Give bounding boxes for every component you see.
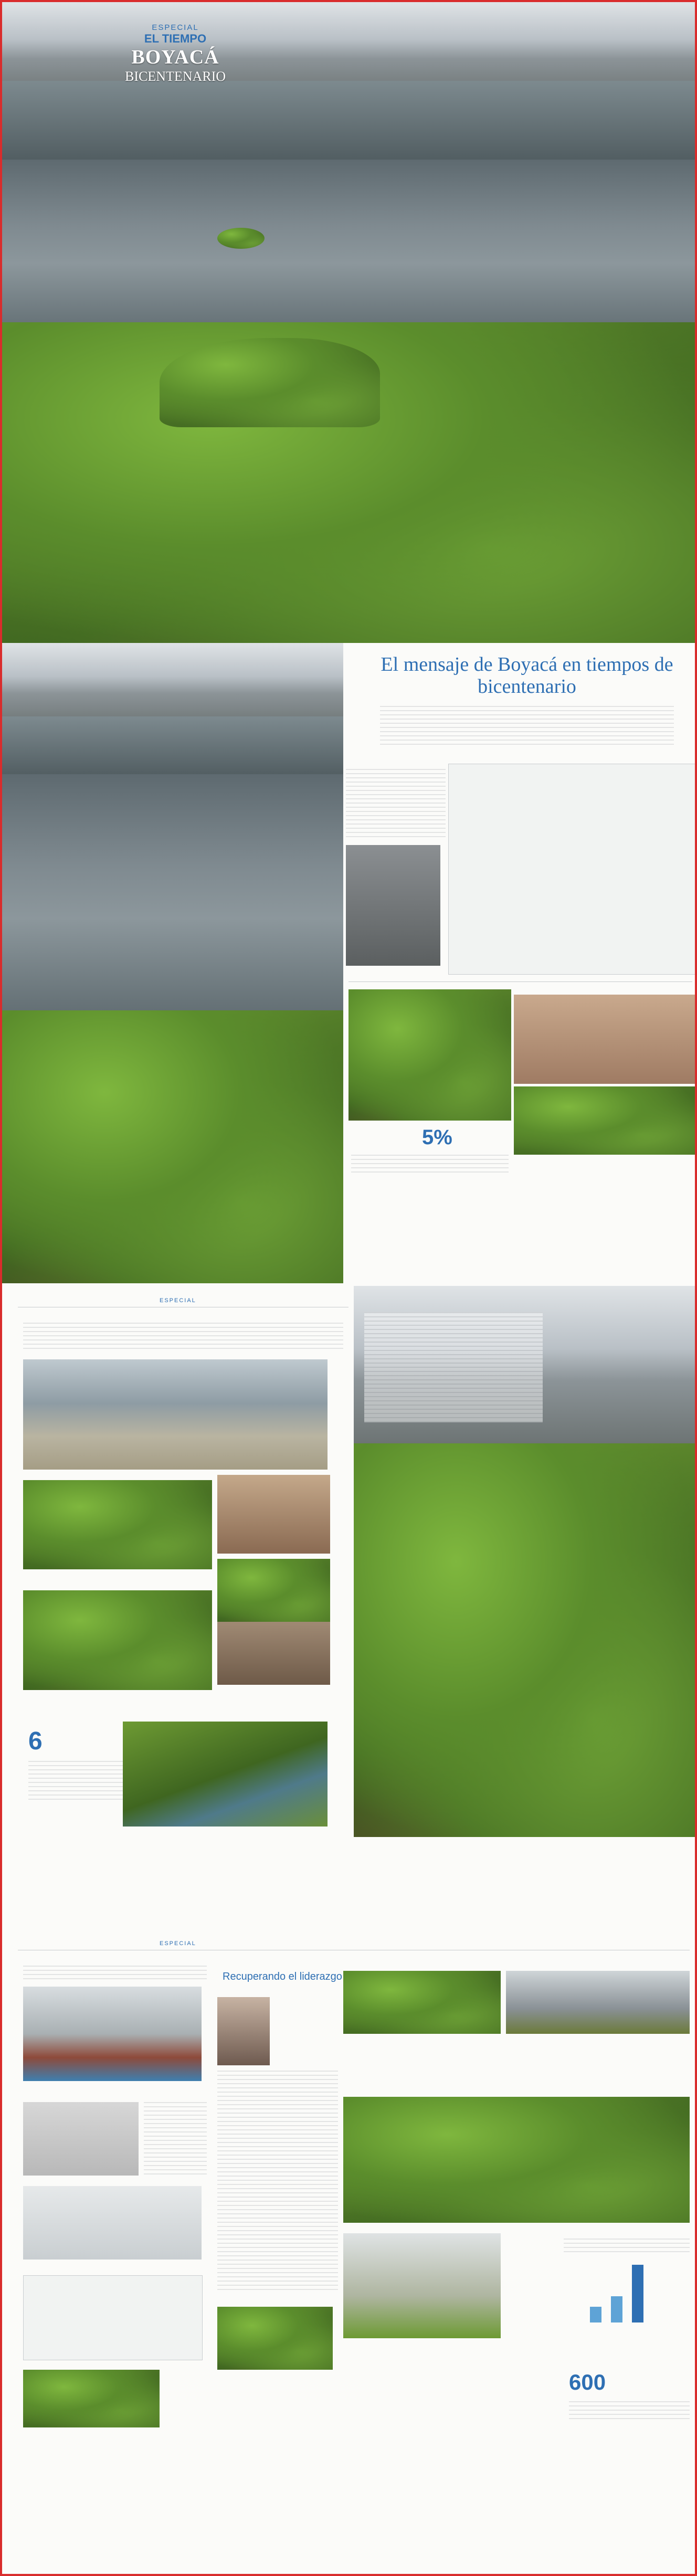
p3-photo-2 xyxy=(23,1480,212,1569)
cover-subtitle: BICENTENARIO xyxy=(124,69,226,84)
p3-text-box xyxy=(364,1312,543,1422)
p2-stat-text xyxy=(351,1155,509,1176)
p3-kicker: ESPECIAL xyxy=(160,1297,196,1304)
p2-fields xyxy=(2,1010,343,1283)
p4-photo-school xyxy=(23,1987,202,2081)
p4-feature-title: Recuperando el liderazgo xyxy=(223,1971,342,1982)
p3-photo-5 xyxy=(23,1590,212,1690)
p2-rail-photo xyxy=(346,845,440,966)
p3-photo-lake xyxy=(123,1722,328,1827)
p4-photo-building xyxy=(343,2233,501,2338)
p3-right-fields xyxy=(354,1443,695,1837)
p2-stat-value: 5% xyxy=(422,1126,452,1149)
cover-title: BOYACÁ xyxy=(131,46,219,68)
p4-photo-kids xyxy=(23,2102,139,2176)
p4-photo-road xyxy=(343,1971,501,2034)
p4-col1-intro xyxy=(23,1966,207,1981)
p4-photo-highway xyxy=(506,1971,690,2034)
p3-stat-text xyxy=(28,1761,123,1803)
p3-photo-6 xyxy=(217,1622,330,1685)
p2-headline: El mensaje de Boyacá en tiempos de bicentenario xyxy=(381,653,673,698)
page-2 xyxy=(0,643,697,1286)
cover-lake xyxy=(2,160,695,349)
p4-portrait xyxy=(217,1997,270,2065)
p4-big-number: 600 xyxy=(569,2370,606,2394)
peninsula xyxy=(160,338,380,427)
p3-photo-4 xyxy=(217,1559,330,1622)
p4-kicker: ESPECIAL xyxy=(160,1940,196,1947)
p2-lake xyxy=(2,774,343,1037)
p4-big-number-text xyxy=(569,2401,690,2422)
p2-sky xyxy=(2,643,343,727)
p4-photo-campus xyxy=(343,2097,690,2223)
p4-bar-2 xyxy=(611,2296,622,2322)
p3-main-photo xyxy=(23,1359,328,1470)
cover-kicker: ESPECIAL xyxy=(152,23,199,32)
cover-brand: EL TIEMPO xyxy=(144,32,207,45)
p4-photo-crops xyxy=(23,2370,160,2427)
p4-chart-title xyxy=(564,2239,690,2254)
island xyxy=(217,228,265,249)
p2-divider xyxy=(348,981,692,982)
p2-photo-crowd xyxy=(514,1086,695,1155)
p3-intro-text xyxy=(23,1323,343,1349)
p4-bar-3 xyxy=(632,2265,643,2322)
p4-photo-bus xyxy=(23,2186,202,2260)
p4-feature-text xyxy=(217,2071,338,2291)
cover-header xyxy=(104,23,246,85)
p2-photo-group xyxy=(514,995,695,1084)
p2-mountains xyxy=(2,716,343,779)
p2-sidebar-text xyxy=(346,769,446,837)
p4-map-chart xyxy=(23,2275,203,2360)
p4-bar-1 xyxy=(590,2307,601,2322)
p4-kids-text xyxy=(144,2102,207,2176)
p2-lead-text xyxy=(380,706,674,748)
p3-stat-value: 6 xyxy=(28,1727,43,1755)
cover-mountains xyxy=(2,81,695,165)
page-4 xyxy=(0,1929,697,2576)
p4-photo-farm xyxy=(217,2307,333,2370)
page-1-cover xyxy=(0,0,697,643)
p2-map-infographic xyxy=(448,764,696,975)
p2-photo-riders xyxy=(348,989,511,1121)
page-3 xyxy=(0,1286,697,1929)
p3-photo-3 xyxy=(217,1475,330,1554)
